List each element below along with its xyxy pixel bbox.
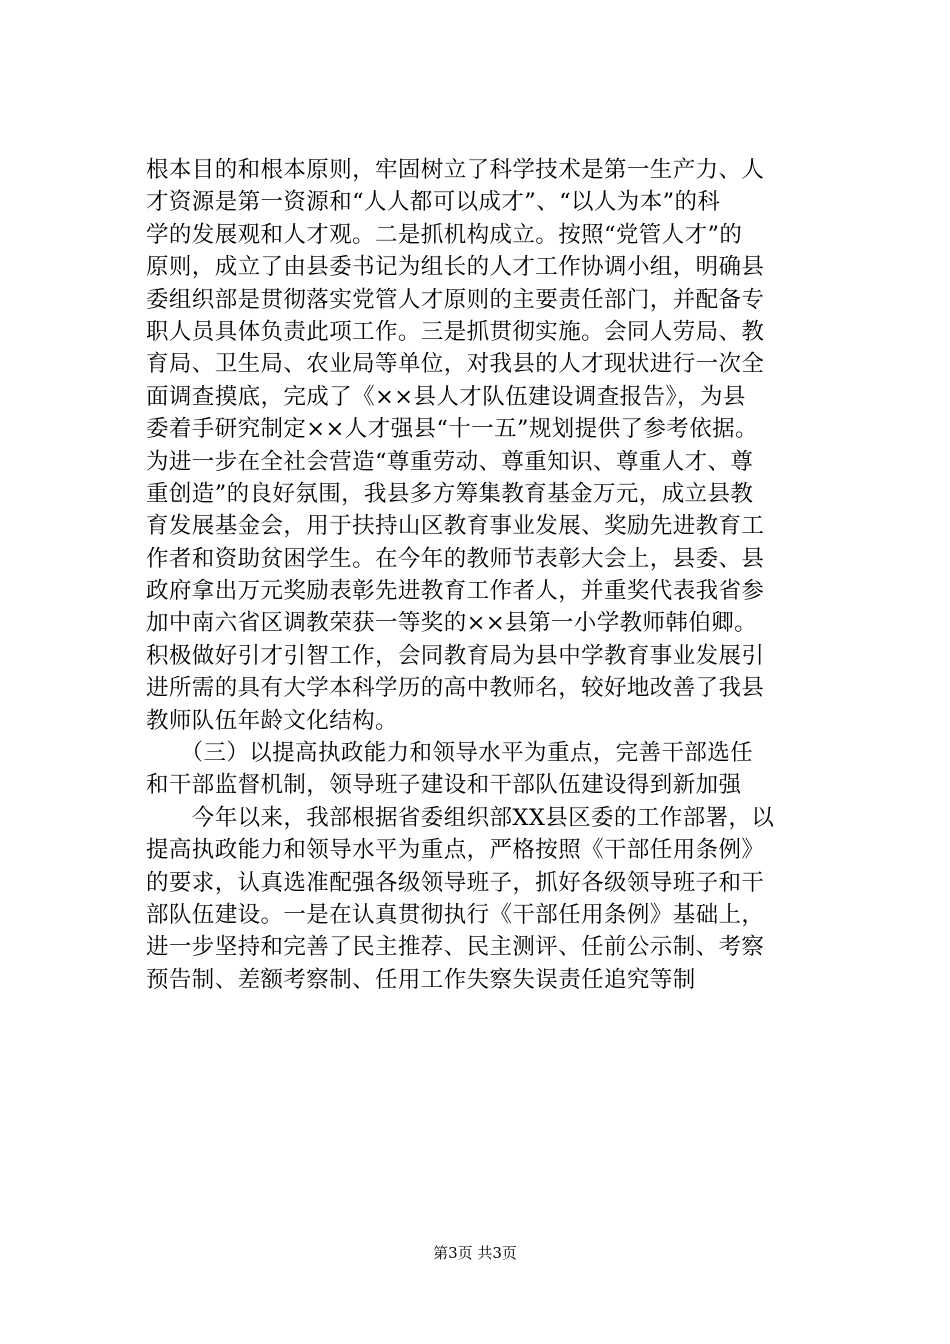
text-line: 育局、卫生局、农业局等单位，对我县的人才现状进行一次全 xyxy=(146,351,765,378)
page-footer xyxy=(0,1243,950,1263)
text-line: 教师队伍年龄文化结构。 xyxy=(146,707,398,734)
text-line: 部队伍建设。一是在认真贯彻执行《干部任用条例》基础上， xyxy=(146,901,765,928)
section-heading-line: 和干部监督机制，领导班子建设和干部队伍建设得到新加强 xyxy=(146,772,742,799)
text-line: 积极做好引才引智工作，会同教育局为县中学教育事业发展引 xyxy=(146,642,765,669)
text-line: 为进一步在全社会营造“尊重劳动、尊重知识、尊重人才、尊 xyxy=(146,448,754,475)
text-line: 学的发展观和人才观。二是抓机构成立。按照“党管人才”的 xyxy=(146,221,743,248)
page-number: 第3页 共3页 xyxy=(433,1244,517,1262)
text-line: 原则，成立了由县委书记为组长的人才工作协调小组，明确县 xyxy=(146,254,765,281)
text-line: 重创造”的良好氛围，我县多方筹集教育基金万元，成立县教 xyxy=(146,480,754,507)
section-heading-line: （三）以提高执政能力和领导水平为重点，完善干部选任 xyxy=(146,740,754,767)
text-line: 加中南六省区调教荣获一等奖的××县第一小学教师韩伯卿。 xyxy=(146,610,758,637)
text-line: 进所需的具有大学本科学历的高中教师名，较好地改善了我县 xyxy=(146,675,765,702)
text-line: 今年以来，我部根据省委组织部XX县区委的工作部署，以 xyxy=(146,804,775,831)
text-line: 根本目的和根本原则，牢固树立了科学技术是第一生产力、人 xyxy=(146,157,765,183)
text-line: 委着手研究制定××人才强县“十一五”规划提供了参考依据。 xyxy=(146,416,758,443)
body-text xyxy=(146,154,816,996)
text-line: 预告制、差额考察制、任用工作失察失误责任追究等制 xyxy=(146,966,696,993)
text-line: 作者和资助贫困学生。在今年的教师节表彰大会上，县委、县 xyxy=(146,545,765,572)
text-line: 面调查摸底，完成了《××县人才队伍建设调查报告》，为县 xyxy=(146,383,746,410)
text-line: 进一步坚持和完善了民主推荐、民主测评、任前公示制、考察 xyxy=(146,934,765,961)
text-line: 才资源是第一资源和“人人都可以成才”、“以人为本”的科 xyxy=(146,189,721,216)
text-line: 提高执政能力和领导水平为重点，严格按照《干部任用条例》 xyxy=(146,837,765,864)
text-line: 的要求，认真选准配强各级领导班子，抓好各级领导班子和干 xyxy=(146,869,765,896)
text-line: 委组织部是贯彻落实党管人才原则的主要责任部门，并配备专 xyxy=(146,286,765,313)
text-line: 职人员具体负责此项工作。三是抓贯彻实施。会同人劳局、教 xyxy=(146,318,765,345)
text-line: 政府拿出万元奖励表彰先进教育工作者人，并重奖代表我省参 xyxy=(146,578,765,605)
text-line: 育发展基金会，用于扶持山区教育事业发展、奖励先进教育工 xyxy=(146,513,765,540)
